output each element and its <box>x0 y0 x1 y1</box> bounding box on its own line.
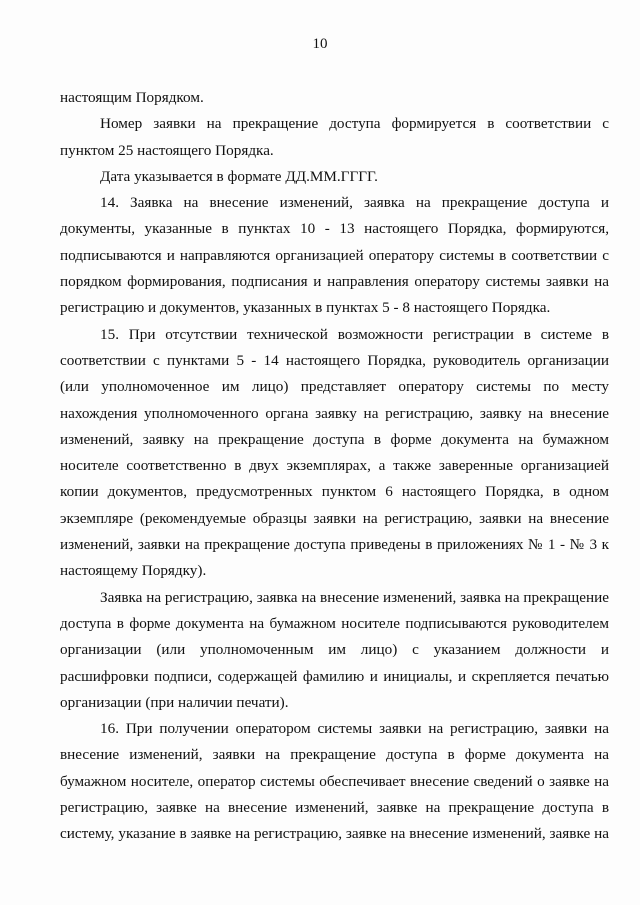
paragraph-item-16: 16. При получении оператором системы заявки на регистрацию, заявки на внесение изменений, заявки на прекращение доступа в форме документа на бумажном носителе, оператор системы обеспечивает внесение сведений о заявке на регистрацию, заявке на внесение изменений, заявке на прекращение доступа в систему, указание в заявке на регистрацию, заявке на внесение изменений, заявке на <box>60 720 609 843</box>
paragraph-request-number: Номер заявки на прекращение доступа формируется в соответствии с пунктом 25 настоящего Порядка. <box>60 115 609 159</box>
paragraph-paper-signing: Заявка на регистрацию, заявка на внесение изменений, заявка на прекращение доступа в форме документа на бумажном носителе подписываются руководителем организации (или уполномоченным им лицо) с указанием должности и расшифровки подписи, содержащей фамилию и инициалы, и скрепляется печатью организации (при наличии печати). <box>60 588 609 711</box>
paragraph-item-15: 15. При отсутствии технической возможности регистрации в системе в соответствии с пунктами 5 - 14 настоящего Порядка, руководитель организации (или уполномоченное им лицо) представляет оператору системы по месту нахождения уполномоченного органа заявку на регистрацию, заявку на внесение изменений, заявку на прекращение доступа в форме документа на бумажном носителе соответственно в двух экземплярах, а также заверенные организацией копии документов, предусмотренных пунктом 6 настоящего Порядка, в одном экземпляре (рекомендуемые образцы заявки на регистрацию, заявки на внесение изменений, заявки на прекращение доступа приведены в приложениях № 1 - № 3 к настоящему Порядку). <box>60 325 609 580</box>
paragraph-item-14: 14. Заявка на внесение изменений, заявка на прекращение доступа и документы, указанные в пунктах 10 - 13 настоящего Порядка, формируются, подписываются и направляются организацией оператору системы в соответствии с порядком формирования, подписания и направления оператору системы заявки на регистрацию и документов, указанных в пунктах 5 - 8 настоящего Порядка. <box>60 194 609 317</box>
page-number: 10 <box>312 36 328 52</box>
paragraph-date-format: Дата указывается в формате ДД.ММ.ГГГГ. <box>100 167 378 185</box>
paragraph-continuation: настоящим Порядком. <box>60 89 204 106</box>
document-body <box>60 85 609 848</box>
